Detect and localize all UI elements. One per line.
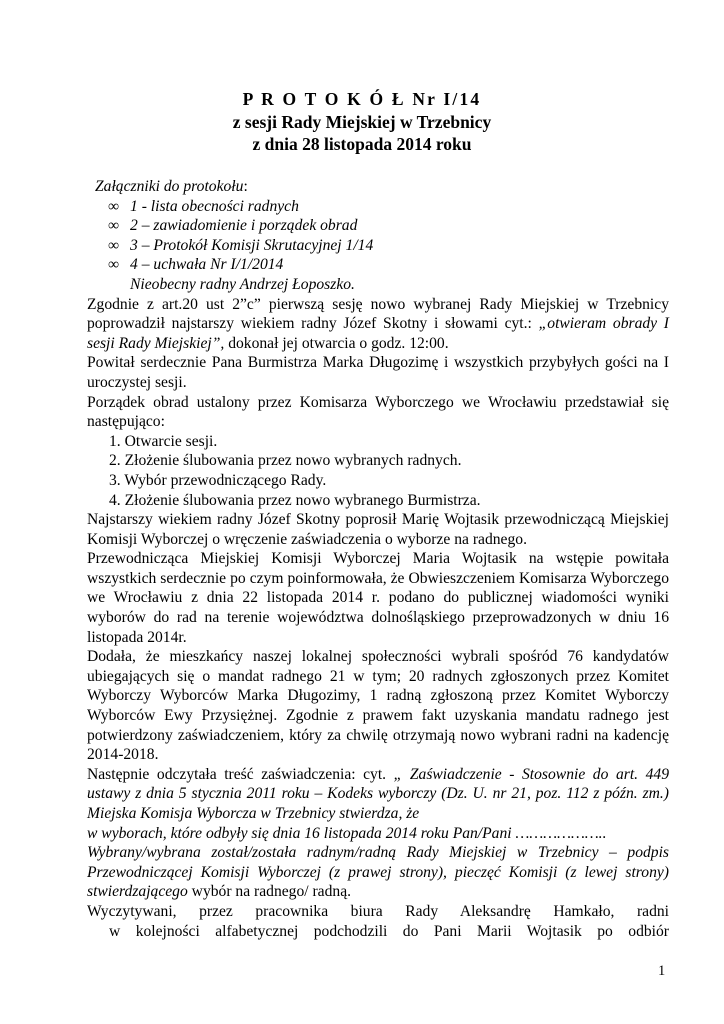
document-body xyxy=(87,177,669,941)
certificate-quote-part3 xyxy=(87,843,669,902)
attachments-section xyxy=(95,177,669,295)
paragraph-text: Następnie odczytała treść zaświadczenia: cyt. xyxy=(87,765,394,783)
paragraph-election-results: Przewodnicząca Miejskiej Komisji Wyborczej Maria Wojtasik na wstępie powitała wszystkich serdecznie po czym poinformowała, że Obwieszczeniem Komisarza Wyborczego we Wrocławiu z dnia 22 listopada 2014 r. podano do publicznej wiadomości wyniki wyborów do rad na terenie województwa dolnośląskiego przeprowadzonych w dniu 16 listopada 2014r. xyxy=(87,550,669,646)
paragraph-greeting: Powitał serdecznie Pana Burmistrza Marka Długozimę i wszystkich przybyłych gości na I uroczystej sesji. xyxy=(87,354,669,391)
attachments-heading-text: Załączniki do protokołu xyxy=(95,178,244,195)
paragraph-text: dokonał jej otwarcia o godz. 12:00. xyxy=(224,334,449,352)
attachment-text: 4 – uchwała Nr I/1/2014 xyxy=(130,256,284,274)
certificate-quote-part1 xyxy=(87,765,669,824)
paragraph-line: w kolejności alfabetycznej podchodzili do Pani Marii Wojtasik po odbiór xyxy=(109,922,669,940)
session-date: z dnia 28 listopada 2014 roku xyxy=(252,134,472,154)
agenda-item: 2. Złożenie ślubowania przez nowo wybranych radnych. xyxy=(109,452,462,470)
certificate-quote: Wybrany/wybrana został/została radnym/radną Rady Miejskiej w Trzebnicy – podpis Przewodniczącej Komisji Wyborczej (z prawej strony), pieczęć Komisji (z lewej strony) stwierdzającego xyxy=(87,844,669,901)
attachments-heading-colon: : xyxy=(243,178,248,195)
absent-councillor-note: Nieobecny radny Andrzej Łoposzko. xyxy=(130,275,355,293)
infinity-bullet-icon: ∞ xyxy=(108,197,120,215)
attachment-text: 1 - lista obecności radnych xyxy=(130,197,299,215)
infinity-bullet-icon: ∞ xyxy=(108,256,120,274)
attachments-heading xyxy=(95,177,669,197)
attachment-text: 3 – Protokół Komisji Skrutacyjnej 1/14 xyxy=(130,236,374,254)
attachment-text: 2 – zawiadomienie i porządek obrad xyxy=(130,217,358,235)
attachment-item xyxy=(108,255,669,275)
infinity-bullet-icon: ∞ xyxy=(108,236,120,254)
paragraph-certificate-request: Najstarszy wiekiem radny Józef Skotny poprosił Marię Wojtasik przewodniczącą Miejskiej Komisji Wyborczej o wręczenie zaświadczenia o wyborze na radnego. xyxy=(87,511,669,548)
agenda-item: 3. Wybór przewodniczącego Rady. xyxy=(109,471,327,489)
document-header xyxy=(0,88,724,156)
agenda-list xyxy=(87,432,669,510)
paragraph-text: wybór na radnego/ radną. xyxy=(187,883,352,901)
paragraph-line: Wyczytywani, przez pracownika biura Rady Aleksandrę Hamkało, radni xyxy=(87,902,669,920)
paragraph-text: Zgodnie z art.20 ust 2”c” pierwszą sesję nowo wybranej Rady Miejskiej w Trzebnicy poprowadził najstarszy wiekiem radny Józef Skotny i słowami cyt.: xyxy=(87,295,669,333)
infinity-bullet-icon: ∞ xyxy=(108,217,120,235)
attachment-item xyxy=(108,197,669,217)
paragraph-agenda-intro: Porządek obrad ustalony przez Komisarza Wyborczego we Wrocławiu przedstawiał się następująco: xyxy=(87,393,669,431)
paragraph-certificate-text xyxy=(87,765,669,902)
session-subtitle: z sesji Rady Miejskiej w Trzebnicy xyxy=(232,111,492,132)
certificate-quote: „ Zaświadczenie - Stosownie do art. 449 ustawy z dnia 5 stycznia 2011 roku – Kodeks wyborczy (Dz. U. nr 21, poz. 112 z późn. zm.) Miejska Komisja Wyborcza w Trzebnicy stwierdza, że xyxy=(87,765,670,822)
attachment-item xyxy=(108,216,669,236)
opening-quote: „otwieram obrady I sesji Rady Miejskiej”, xyxy=(87,315,669,352)
paragraph-mandates: Dodała, że mieszkańcy naszej lokalnej społeczności wybrali spośród 76 kandydatów ubiegających się o mandat radnego 21 w tym; 20 radnych zgłoszonych przez Komitet Wyborczy Wyborców Marka Długozimy, 1 radną zgłoszoną przez Komitet Wyborczy Wyborców Ewy Przysiężnej. Zgodnie z prawem fakt uzyskania mandatu radnego jest potwierdzony zaświadczeniem, który za chwilę otrzymają nowo wybrani radni na kadencję 2014-2018. xyxy=(87,648,669,764)
agenda-item: 1. Otwarcie sesji. xyxy=(109,432,218,450)
paragraph-opening xyxy=(87,295,669,354)
paragraph-reading-out xyxy=(87,902,669,941)
page-number: 1 xyxy=(658,963,666,979)
attachment-item xyxy=(108,236,669,256)
certificate-quote-part2: w wyborach, które odbyły się dnia 16 listopada 2014 roku Pan/Pani ……………….. xyxy=(87,824,607,842)
protocol-title: P R O T O K Ó Ł Nr I/14 xyxy=(242,89,482,109)
agenda-item: 4. Złożenie ślubowania przez nowo wybranego Burmistrza. xyxy=(109,491,481,509)
